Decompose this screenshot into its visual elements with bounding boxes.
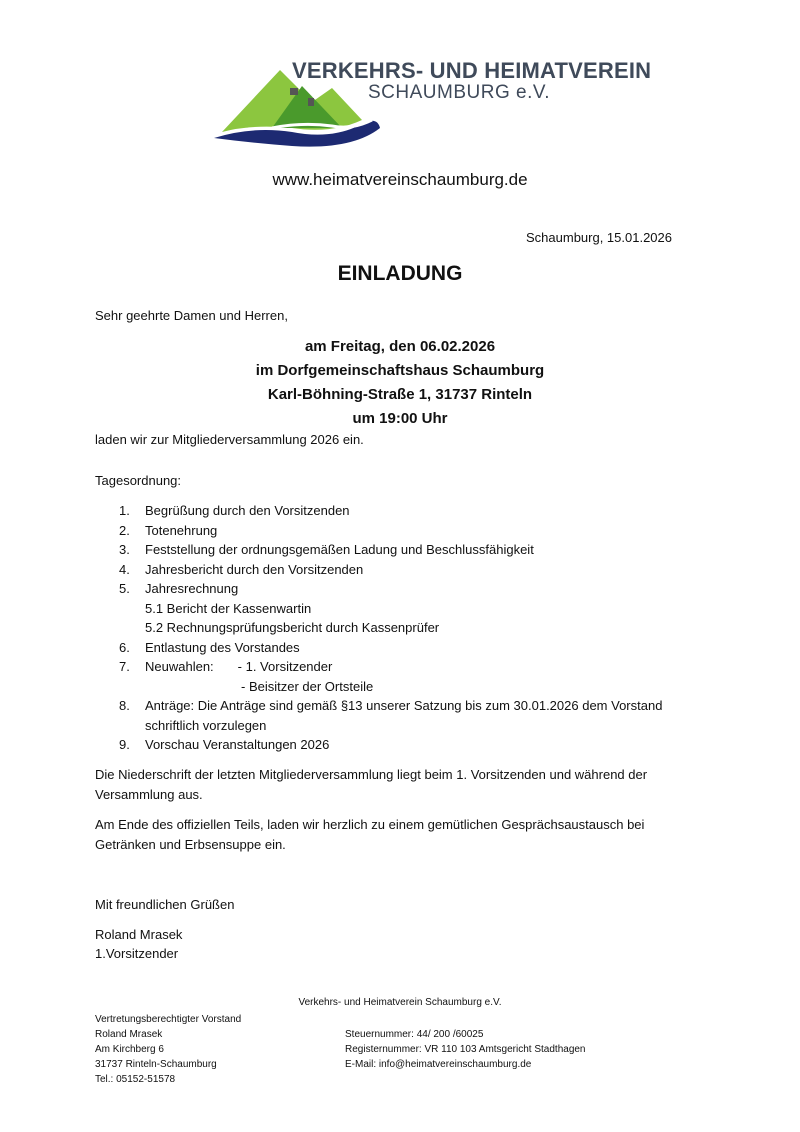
agenda-item-continuation: schriftlich vorzulegen: [145, 717, 267, 733]
signer-role: 1.Vorsitzender: [95, 946, 179, 961]
paragraph-minutes-line1: Die Niederschrift der letzten Mitgliederversammlung liegt beim 1. Vorsitzenden und während der: [95, 767, 648, 782]
closing-greeting: Mit freundlichen Grüßen: [95, 897, 235, 912]
agenda-item: 8. Anträge: Die Anträge sind gemäß §13 unserer Satzung bis zum 30.01.2026 dem Vorstand schriftlich vorzulegen: [95, 696, 662, 735]
agenda-list: [95, 501, 662, 755]
footer-right: [345, 1027, 586, 1072]
election-position: - 1. Vorsitzender: [237, 659, 333, 674]
footer-board-label: Vertretungsberechtigter Vorstand: [95, 1014, 242, 1025]
signer-name: Roland Mrasek: [95, 927, 183, 942]
election-position: - Beisitzer der Ortsteile: [241, 678, 374, 694]
agenda-item: 6. Entlastung des Vorstandes: [119, 639, 300, 655]
date-line: Schaumburg, 15.01.2026: [526, 230, 672, 245]
footer-name: Roland Mrasek: [95, 1029, 163, 1040]
footer-street: Am Kirchberg 6: [95, 1044, 164, 1055]
footer-tax-number: Steuernummer: 44/ 200 /60025: [345, 1029, 484, 1040]
paragraph-closing-line1: Am Ende des offiziellen Teils, laden wir herzlich zu einem gemütlichen Gesprächsaustausch bei: [95, 817, 645, 832]
agenda-subitem: 5.1 Bericht der Kassenwartin: [145, 600, 312, 616]
logo-castle: [308, 98, 314, 106]
agenda-item: 9. Vorschau Veranstaltungen 2026: [119, 737, 330, 752]
agenda-item: 7. Neuwahlen: - 1. Vorsitzender - Beisitzer der Ortsteile: [95, 657, 662, 696]
footer-org: Verkehrs- und Heimatverein Schaumburg e.V.: [298, 997, 502, 1008]
salutation: Sehr geehrte Damen und Herren,: [95, 308, 288, 323]
event-date: am Freitag, den 06.02.2026: [304, 338, 496, 355]
footer-phone: Tel.: 05152-51578: [95, 1074, 176, 1085]
footer-left: [95, 1012, 241, 1087]
agenda-item: 2. Totenehrung: [119, 522, 218, 538]
event-venue: im Dorfgemeinschaftshaus Schaumburg: [255, 362, 545, 379]
invite-text: laden wir zur Mitgliederversammlung 2026 ein.: [95, 432, 364, 447]
logo-house: [290, 88, 298, 95]
agenda-label: Tagesordnung:: [95, 473, 182, 488]
event-address: Karl-Böhning-Straße 1, 31737 Rinteln: [267, 386, 533, 403]
website-link[interactable]: www.heimatvereinschaumburg.de: [272, 170, 528, 189]
agenda-subitem: 5.2 Rechnungsprüfungsbericht durch Kassenprüfer: [145, 620, 440, 635]
footer-email[interactable]: E-Mail: info@heimatvereinschaumburg.de: [345, 1059, 532, 1070]
agenda-item: 5. Jahresrechnung 5.1 Bericht der Kassenwartin 5.2 Rechnungsprüfungsbericht durch Kassenprüfer: [95, 579, 662, 638]
footer-register-number: Registernummer: VR 110 103 Amtsgericht Stadthagen: [345, 1044, 586, 1055]
agenda-item: 4. Jahresbericht durch den Vorsitzenden: [119, 561, 364, 577]
document-title: EINLADUNG: [337, 262, 463, 285]
agenda-item: 1. Begrüßung durch den Vorsitzenden: [119, 503, 350, 518]
agenda-item: 3. Feststellung der ordnungsgemäßen Ladung und Beschlussfähigkeit: [119, 542, 534, 557]
org-name-line2: SCHAUMBURG e.V.: [368, 82, 551, 103]
event-time: um 19:00 Uhr: [352, 410, 448, 427]
org-name-line1: VERKEHRS- UND HEIMATVEREIN: [292, 58, 652, 83]
footer-city: 31737 Rinteln-Schaumburg: [95, 1059, 217, 1070]
paragraph-closing-line2: Getränken und Erbsensuppe ein.: [95, 837, 286, 852]
paragraph-minutes-line2: Versammlung aus.: [95, 787, 203, 802]
